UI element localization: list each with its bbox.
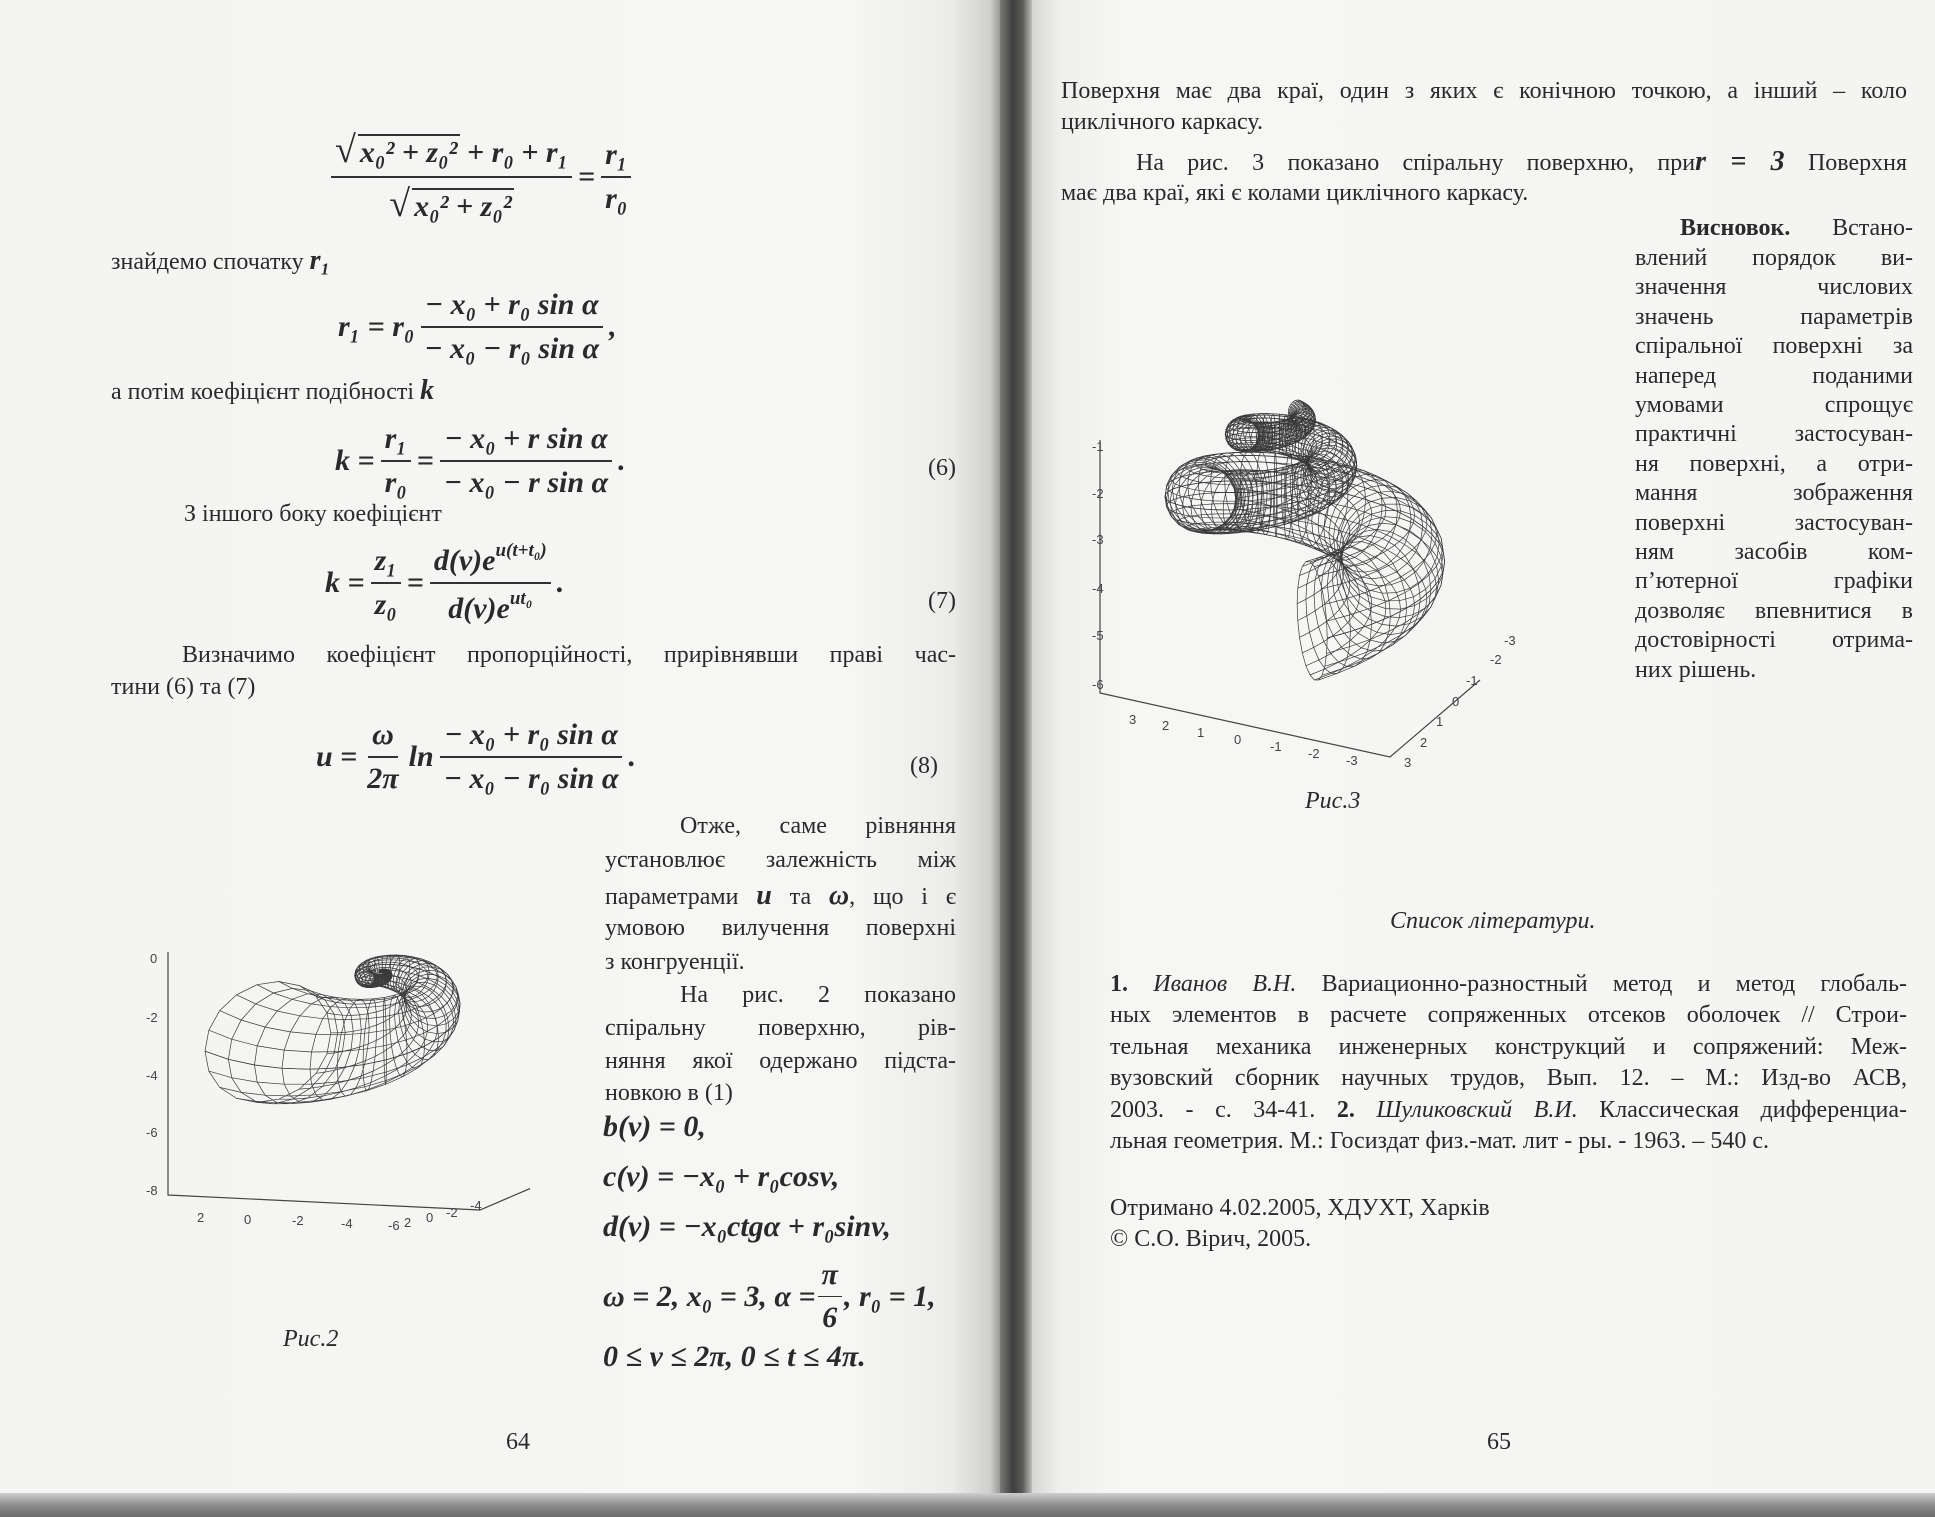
copyright: © С.О. Вірич, 2005. (1110, 1226, 1312, 1252)
formula-part: − x₀ − r sin α (443, 466, 609, 499)
z-tick-label: -2 (1092, 486, 1104, 501)
equation-number-8: (8) (910, 753, 938, 779)
conclusion-line: значення числових (1635, 274, 1913, 301)
y-tick-label: 2 (1420, 735, 1428, 750)
column-line: умовою вилучення поверхні (605, 915, 956, 941)
formula-part: 2π (367, 762, 399, 795)
formula-part: x₀² + z₀² (414, 190, 512, 223)
conclusion-line: дозволяє впевнитися в (1635, 597, 1913, 624)
formula-part: − x₀ + r₀ sin α (421, 288, 603, 328)
formula-part: r₁ = r₀ (338, 310, 415, 343)
reference-number: 1. (1110, 971, 1128, 997)
formula-part: ln (408, 740, 434, 773)
text: та (789, 884, 812, 910)
y-tick-label: 3 (1404, 755, 1412, 770)
z-tick-label: 0 (150, 951, 158, 966)
formula-part: k = (325, 566, 365, 599)
y-tick-label: -3 (1504, 633, 1516, 648)
equation-number-7: (7) (928, 588, 956, 614)
text: Классическая дифференциа- (1599, 1097, 1908, 1123)
column-line: установлює залежність між (605, 847, 956, 873)
formula-part: = (406, 566, 424, 599)
formula-part: = (416, 444, 434, 477)
text-find-r1 (111, 247, 330, 275)
formula-part: u(t+t₀) (495, 540, 547, 561)
reference-line: вузовский сборник научных трудов, Вып. 12. – М.: Изд-во АСВ, (1110, 1065, 1907, 1091)
conclusion-line: спіральної поверхні за (1635, 333, 1913, 360)
x-tick-label: 3 (1129, 712, 1137, 727)
text: , що і є (849, 884, 957, 910)
z-tick-label: -5 (1092, 628, 1104, 643)
conclusion-line: них рішень. (1635, 656, 1757, 683)
conclusion-line (1680, 216, 1913, 240)
formula-part: − x₀ + r₀ sin α (440, 718, 622, 758)
formula-part: − x₀ − r₀ sin α (443, 762, 619, 795)
text: параметрами (605, 884, 739, 910)
references-title: Список літератури. (1390, 908, 1596, 934)
reference-author: Шуликовский В.И. (1376, 1097, 1578, 1123)
conclusion-line: умовами спрощує (1635, 392, 1913, 418)
formula-part: d(v)e (448, 592, 510, 625)
math-var: k (420, 375, 435, 406)
latitude-line (205, 965, 460, 1070)
x-tick-label: 0 (244, 1212, 252, 1227)
conclusion-line: ня поверхні, а отри- (1635, 450, 1913, 477)
formula-part: . (618, 444, 626, 477)
text-define-line: Визначимо коефіцієнт пропорційності, прирівнявши праві час- (182, 642, 956, 668)
text: Поверхня (1807, 150, 1907, 176)
latitude-line (205, 965, 460, 1070)
y-tick-label: -2 (1490, 652, 1502, 667)
x-tick-label: -4 (341, 1216, 353, 1231)
latitude-line (1171, 414, 1437, 666)
equation-c: c(v) = −x₀ + r₀cosv, (603, 1160, 840, 1193)
formula-part: ut₀ (509, 588, 533, 609)
column-line (605, 882, 956, 910)
x-tick-label: -1 (1270, 739, 1282, 754)
formula-part: 6 (822, 1301, 838, 1334)
column-line: з конгруенції. (605, 949, 745, 975)
column-line: новкою в (1) (605, 1080, 733, 1106)
y-tick-label: -2 (446, 1205, 458, 1220)
formula-part: r₀ (384, 466, 407, 499)
y-tick-label: 2 (404, 1215, 412, 1230)
meridian-line (395, 993, 425, 1069)
z-tick-label: -6 (1092, 677, 1104, 692)
meridian-line (1342, 510, 1445, 609)
formula-part: z₀ (374, 588, 397, 621)
formula-part: + r₀ + r₁ (467, 136, 569, 169)
formula-part: d(v)e (433, 544, 496, 577)
column-line: спіральну поверхню, рів- (605, 1015, 956, 1041)
meridian-line (1297, 562, 1327, 680)
latitude-line (237, 955, 447, 1020)
text-line (1136, 148, 1907, 176)
text: Встано- (1832, 215, 1913, 241)
text: а потім коефіцієнт подібності (111, 379, 415, 405)
math-var: r₁ (309, 245, 331, 276)
reference-line: тельная механика инженерных конструкций и сопряжений: Меж- (1110, 1034, 1907, 1060)
figure-2-caption: Рис.2 (283, 1326, 339, 1352)
formula-1: $\frac{\text{√ x₀² + z₀² + r₀ + r₁}}{\text{√ x₀² + z₀²}}$ = $\frac{\text{r₁}}{\text{r₀}}$ (325, 128, 637, 226)
conclusion-line: наперед поданими (1635, 362, 1913, 389)
page-number: 64 (506, 1429, 530, 1455)
conclusion-line: поверхні застосуван- (1635, 509, 1913, 536)
formula-part: π (818, 1258, 842, 1297)
x-tick-label: -2 (1308, 746, 1320, 761)
formula-part: , r₀ = 1, (843, 1279, 936, 1313)
z-tick-label: -4 (1092, 581, 1104, 596)
z-tick-label: -2 (146, 1010, 158, 1025)
reference-line: льная геометрия. М.: Госиздат физ.-мат. лит - ры. - 1963. – 540 с. (1110, 1128, 1770, 1154)
formula-part: − x₀ − r₀ sin α (424, 332, 600, 365)
axis-line (168, 952, 530, 1210)
text-line: циклічного каркасу. (1061, 109, 1263, 135)
formula-part: x₀² + z₀² (359, 136, 458, 169)
conclusion-line: практичні застосуван- (1635, 421, 1913, 448)
reference-number: 2. (1336, 1097, 1355, 1123)
math-var: r = 3 (1695, 146, 1785, 177)
conclusion-heading: Висновок. (1680, 215, 1791, 241)
x-tick-label: -3 (1346, 753, 1358, 768)
figure-2-surface-plot (150, 940, 530, 1240)
text-line: має два краї, які є колами циклічного каркасу. (1061, 180, 1529, 206)
x-tick-label: 1 (1197, 725, 1205, 740)
meridian-line (1314, 553, 1372, 667)
formula-part: z₁ (371, 544, 401, 584)
y-tick-label: -4 (470, 1198, 482, 1213)
text: Вариационно-разностный метод и метод глобаль- (1321, 971, 1908, 997)
figure-3-caption: Рис.3 (1305, 788, 1361, 814)
y-tick-label: -1 (1466, 673, 1478, 688)
formula-6 (335, 422, 626, 500)
x-tick-label: -2 (292, 1213, 304, 1228)
formula-part: . (628, 740, 636, 773)
meridian-line (310, 999, 361, 1100)
equation-b: b(v) = 0, (603, 1110, 706, 1143)
formula-part: r₁ (601, 138, 631, 178)
text-line: Поверхня має два краї, один з яких є конічною точкою, а інший – коло (1061, 78, 1907, 104)
latitude-line (209, 960, 458, 1052)
conclusion-line: значень параметрів (1635, 303, 1913, 330)
formula-7 (325, 540, 564, 626)
formula-part: r₀ (605, 182, 628, 215)
conclusion-line: ням засобів ком- (1635, 539, 1913, 565)
reference-line (1110, 1098, 1907, 1122)
equation-range: 0 ≤ v ≤ 2π, 0 ≤ t ≤ 4π. (603, 1340, 866, 1373)
book-spine (1000, 0, 1032, 1495)
formula-part: r₁ (381, 422, 411, 462)
column-line: На рис. 2 показано (680, 982, 956, 1008)
formula-part: ω = 2, x₀ = 3, α = (603, 1279, 816, 1313)
conclusion-line: влений порядок ви- (1635, 245, 1913, 271)
equation-d: d(v) = −x₀ctgα + r₀sinv, (603, 1210, 891, 1243)
z-tick-label: -3 (1092, 532, 1104, 547)
latitude-line (209, 970, 458, 1084)
x-tick-label: 2 (1162, 718, 1170, 733)
column-line: Отже, саме рівняння (680, 813, 956, 839)
equation-params (603, 1258, 936, 1335)
formula-part: k = (335, 444, 375, 477)
conclusion-line: достовірності отрима- (1635, 627, 1913, 654)
scanner-edge (0, 1493, 1935, 1517)
reference-author: Иванов В.Н. (1153, 971, 1297, 997)
formula-8 (316, 718, 636, 796)
equation-number-6: (6) (928, 455, 956, 481)
reference-line: ных элементов в расчете сопряженных отсеков оболочек // Строи- (1110, 1002, 1907, 1028)
text: 2003. - с. 34-41. (1110, 1097, 1316, 1123)
figure-3-surface-plot (1085, 385, 1565, 785)
formula-part: . (556, 566, 565, 599)
formula-part: = (578, 160, 596, 193)
received-date: Отримано 4.02.2005, ХДУХТ, Харків (1110, 1195, 1490, 1221)
math-var: ω (828, 880, 850, 911)
conclusion-line: мання зображення (1635, 480, 1913, 507)
z-tick-label: -4 (146, 1068, 158, 1083)
formula-part: − x₀ + r sin α (440, 422, 611, 462)
text-other-side: З іншого боку коефіцієнт (184, 501, 442, 527)
z-tick-label: -1 (1092, 439, 1104, 454)
z-tick-label: -6 (146, 1125, 158, 1140)
math-var: u (756, 880, 772, 911)
y-tick-label: 1 (1436, 714, 1444, 729)
text-define-line: тини (6) та (7) (111, 674, 256, 700)
column-line: няння якої одержано підста- (605, 1048, 956, 1074)
conclusion-line: п’ютерної графіки (1635, 568, 1913, 595)
formula-part: ω (368, 718, 398, 758)
z-tick-label: -8 (146, 1183, 158, 1198)
reference-line (1110, 972, 1907, 996)
text-then-k (111, 377, 434, 405)
page-number: 65 (1487, 1429, 1511, 1455)
latitude-line (1205, 420, 1386, 675)
x-tick-label: -6 (388, 1218, 400, 1233)
formula-part: u = (316, 740, 358, 773)
x-tick-label: 2 (197, 1210, 205, 1225)
y-tick-label: 0 (426, 1210, 434, 1225)
text: знайдемо спочатку (111, 249, 304, 275)
text: На рис. 3 показано спіральну поверхню, при (1136, 150, 1696, 176)
meridian-line (384, 998, 387, 1085)
formula-part: , (609, 310, 617, 343)
formula-r1 (338, 288, 617, 366)
x-tick-label: 0 (1234, 732, 1242, 747)
y-tick-label: 0 (1452, 694, 1460, 709)
